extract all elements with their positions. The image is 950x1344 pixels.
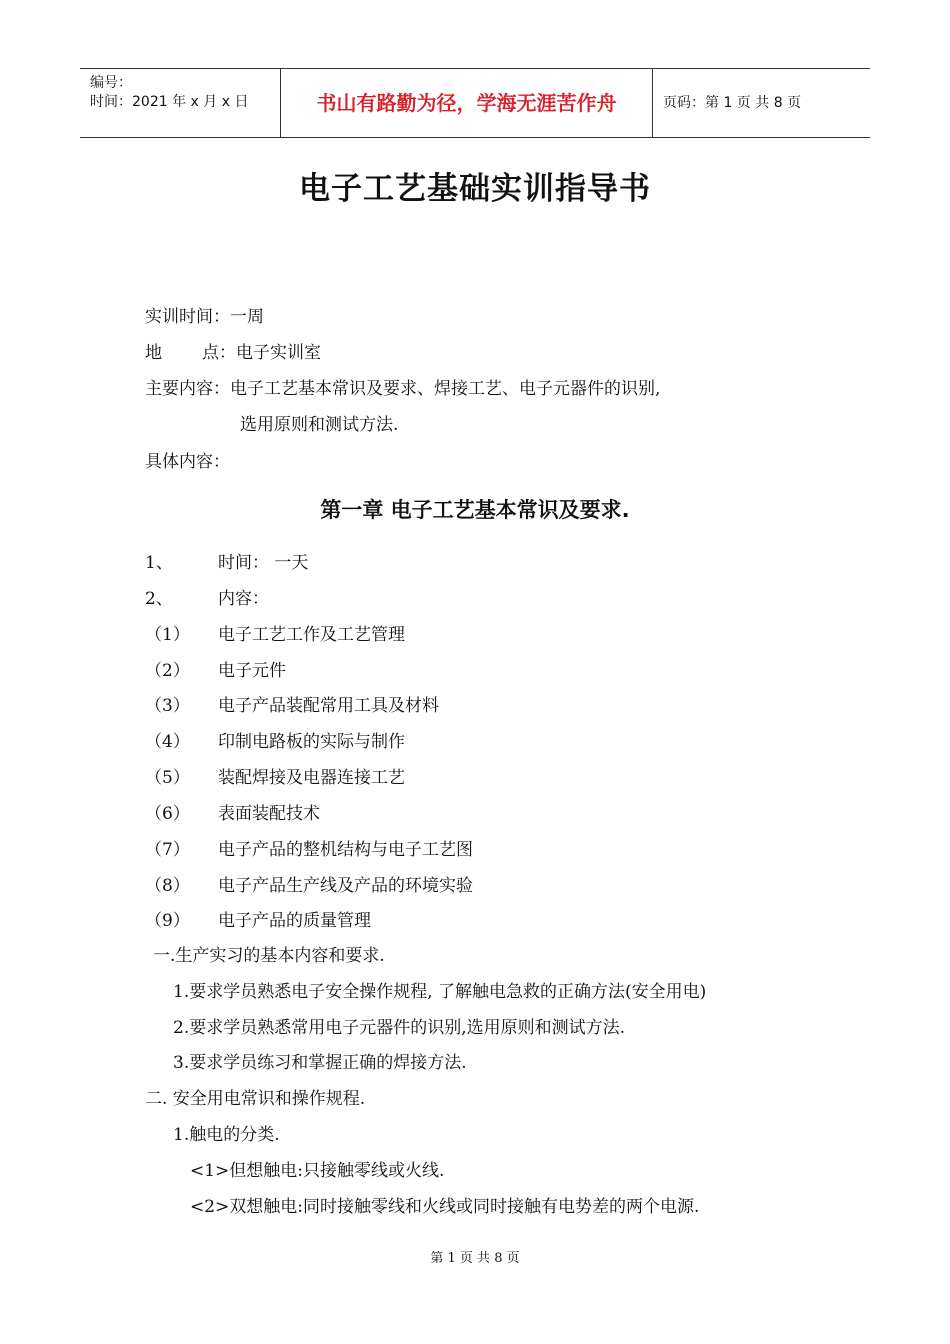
info-time: 实训时间：一周 [145, 307, 264, 327]
content-item-text: 表面装配技术 [218, 804, 320, 824]
content-item-num: （7） [145, 840, 190, 860]
section2-subheading: 1.触电的分类. [173, 1125, 280, 1145]
info-place-label: 地 [145, 343, 162, 363]
page-header [80, 68, 870, 138]
info-place: 点：电子实训室 [202, 343, 321, 363]
section1-heading: 一.生产实习的基本内容和要求. [153, 946, 385, 966]
document-title: 电子工艺基础实训指导书 [299, 171, 651, 207]
numbered-text: 内容： [218, 589, 269, 609]
numbered-num: 2、 [145, 589, 173, 609]
serial-label: 编号： [90, 75, 132, 91]
content-item-num: （4） [145, 732, 190, 752]
numbered-text: 时间： 一天 [218, 553, 309, 573]
info-details-label: 具体内容： [145, 452, 230, 472]
content-item-text: 电子产品生产线及产品的环境实验 [218, 876, 473, 896]
info-content-line2: 选用原则和测试方法. [240, 415, 399, 435]
section1-item: 1.要求学员熟悉电子安全操作规程, 了解触电急救的正确方法(安全用电) [173, 982, 707, 1002]
header-motto: 书山有路勤为径，学海无涯苦作舟 [281, 69, 653, 137]
content-item-text: 印制电路板的实际与制作 [218, 732, 405, 752]
content-item-text: 电子产品装配常用工具及材料 [218, 696, 439, 716]
content-item-text: 电子产品的质量管理 [218, 911, 371, 931]
content-item-num: （3） [145, 696, 190, 716]
section2-subitem: <2>双想触电:同时接触零线和火线或同时接触有电势差的两个电源. [190, 1197, 700, 1217]
time-label: 时间：2021 年 x 月 x 日 [90, 94, 249, 110]
content-item-text: 电子产品的整机结构与电子工艺图 [218, 840, 473, 860]
numbered-num: 1、 [145, 553, 173, 573]
content-item-text: 电子工艺工作及工艺管理 [218, 625, 405, 645]
chapter-title: 第一章 电子工艺基本常识及要求. [320, 498, 630, 522]
content-item-num: （6） [145, 804, 190, 824]
section1-item: 2.要求学员熟悉常用电子元器件的识别,选用原则和测试方法. [173, 1018, 626, 1038]
page-footer: 第 1 页 共 8 页 [430, 1251, 520, 1266]
content-item-text: 电子元件 [218, 661, 286, 681]
section2-subitem: <1>但想触电:只接触零线或火线. [190, 1161, 445, 1181]
content-item-num: （9） [145, 911, 190, 931]
info-content-line1: 主要内容：电子工艺基本常识及要求、焊接工艺、电子元器件的识别, [145, 379, 661, 399]
header-meta [80, 69, 281, 137]
content-item-num: （1） [145, 625, 190, 645]
content-item-text: 装配焊接及电器连接工艺 [218, 768, 405, 788]
content-item-num: （5） [145, 768, 190, 788]
section1-item: 3.要求学员练习和掌握正确的焊接方法. [173, 1053, 467, 1073]
section2-heading: 二. 安全用电常识和操作规程. [145, 1089, 366, 1109]
content-item-num: （2） [145, 661, 190, 681]
content-item-num: （8） [145, 876, 190, 896]
header-page-info: 页码：第 1 页 共 8 页 [663, 95, 802, 111]
